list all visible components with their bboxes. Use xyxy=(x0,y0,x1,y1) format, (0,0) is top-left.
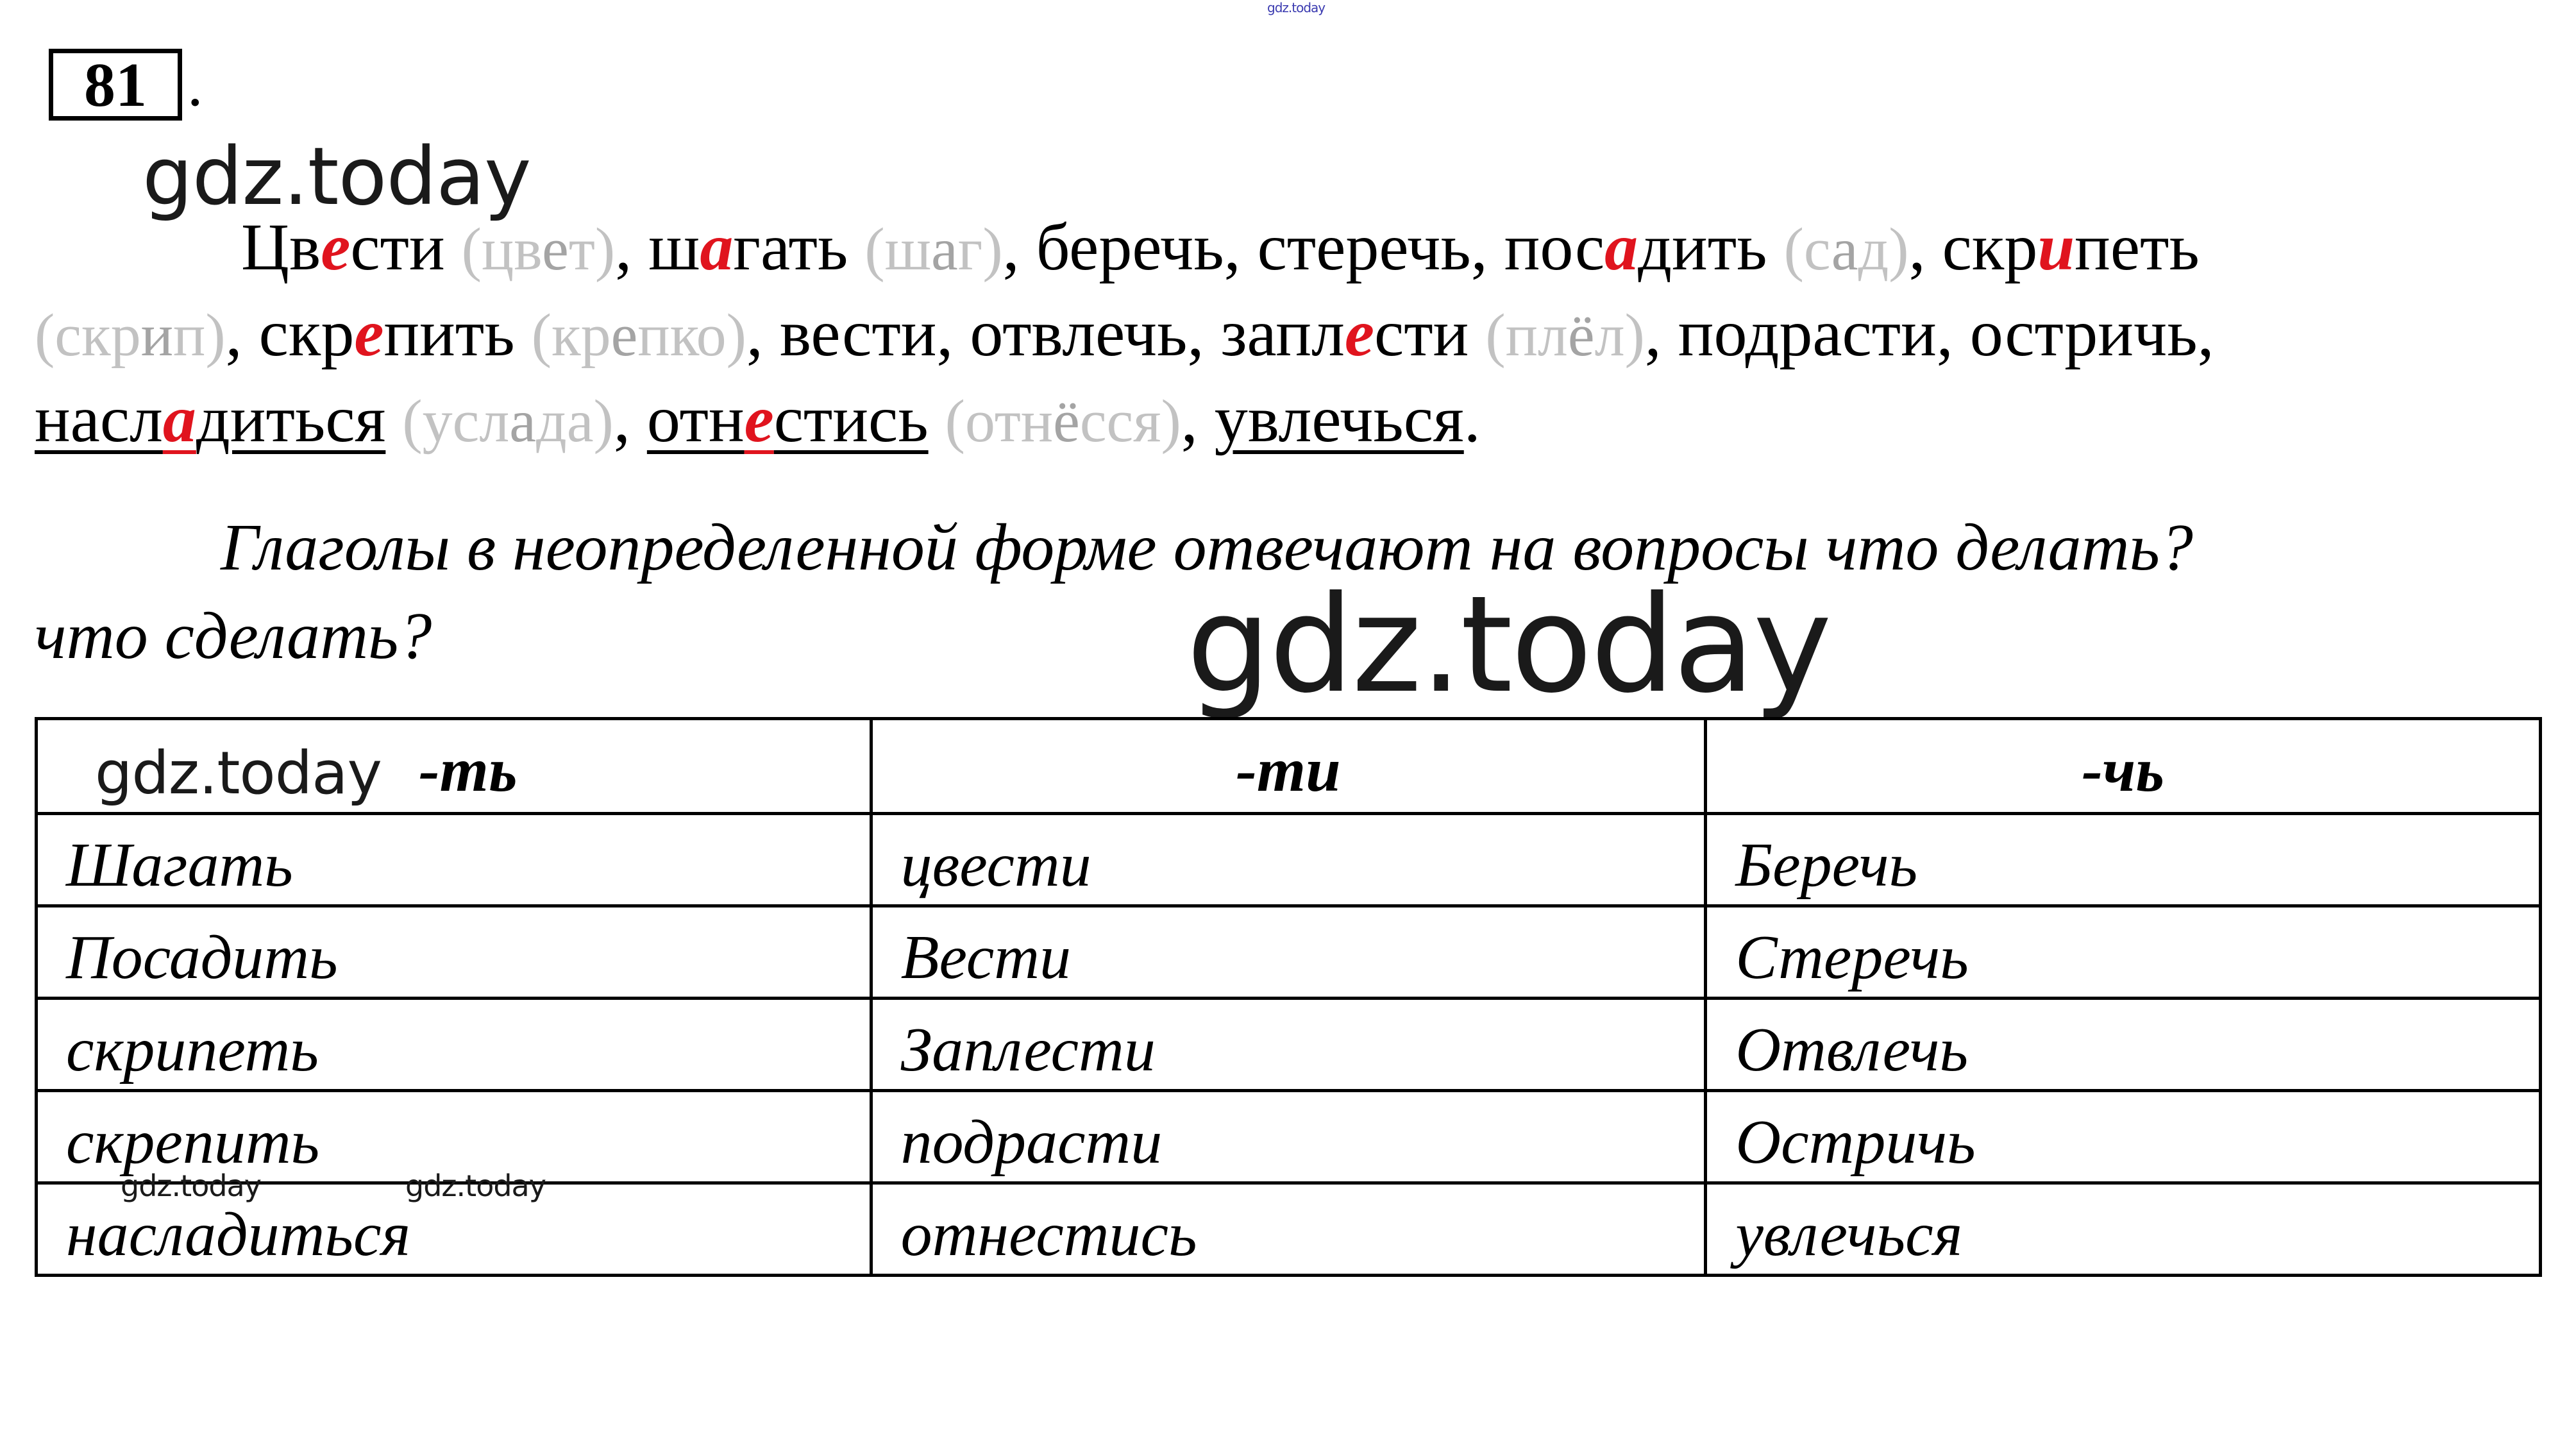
hint-text: (усл xyxy=(402,388,510,455)
hint-text: да) xyxy=(536,388,614,455)
paragraph-text xyxy=(929,382,945,456)
hint-text: (ш xyxy=(864,216,932,283)
paragraph-text: , xyxy=(613,382,647,456)
watermark-top-tiny: gdz.today xyxy=(1267,0,1326,15)
paragraph-text: , беречь, стеречь, пос xyxy=(1002,210,1605,284)
hint-text: г) xyxy=(957,216,1003,283)
hint-text: а xyxy=(931,216,958,283)
hint-text: п) xyxy=(173,302,226,369)
table-cell: скрепить xyxy=(37,1091,871,1183)
hint-text: а xyxy=(509,388,536,455)
hint-text: а xyxy=(1831,216,1858,283)
paragraph-text: , скр xyxy=(225,296,355,370)
highlighted-vowel: и xyxy=(2037,210,2075,284)
table-cell: Остричь xyxy=(1706,1091,2541,1183)
table-cell: Шагать xyxy=(37,814,871,906)
table-row xyxy=(37,999,2541,1091)
paragraph-text: сти xyxy=(1374,296,1486,370)
paragraph-text: , подрасти, остричь, xyxy=(1644,296,2214,370)
table-row xyxy=(37,906,2541,999)
highlighted-vowel: е xyxy=(354,296,384,370)
paragraph-text: гать xyxy=(733,210,865,284)
highlighted-vowel: а xyxy=(700,210,734,284)
hint-text: (цв xyxy=(461,216,543,283)
paragraph-text: , скр xyxy=(1908,210,2038,284)
table-cell: Отвлечь xyxy=(1706,999,2541,1091)
watermark-header: gdz.today xyxy=(142,131,531,223)
table-cell: скрипеть xyxy=(37,999,871,1091)
paragraph-text: Цв xyxy=(241,210,321,284)
rule-line-1: Глаголы в неопределенной форме отвечают на вопросы что делать? xyxy=(221,511,2193,584)
hint-text: пко) xyxy=(637,302,746,369)
underlined-word: насл xyxy=(35,382,163,456)
underlined-word: увлечься xyxy=(1214,382,1464,456)
paragraph-text: сти xyxy=(350,210,462,284)
hint-text: ё xyxy=(1053,388,1080,455)
table-cell: Заплести xyxy=(871,999,1706,1091)
table-header-row xyxy=(37,719,2541,814)
exercise-number: 81 xyxy=(49,49,182,121)
hint-text: (скр xyxy=(35,302,141,369)
table-cell: Беречь xyxy=(1706,814,2541,906)
table-cell: Вести xyxy=(871,906,1706,999)
header-cell-chj: -чь xyxy=(1706,719,2541,814)
hint-text: (с xyxy=(1783,216,1831,283)
hint-text: (пл xyxy=(1485,302,1568,369)
paragraph-text xyxy=(385,382,402,456)
hint-text: сся) xyxy=(1079,388,1181,455)
header-text-tj: -ть xyxy=(419,736,518,806)
paragraph-text: , ш xyxy=(615,210,700,284)
paragraph-line-2 xyxy=(35,296,2214,370)
highlighted-vowel: е xyxy=(321,210,351,284)
watermark-table-small-2: gdz.today xyxy=(405,1169,546,1203)
paragraph-text: , xyxy=(1181,382,1215,456)
watermark-table-small-1: gdz.today xyxy=(121,1169,261,1203)
paragraph-text: . xyxy=(1463,382,1481,456)
paragraph-text: пить xyxy=(383,296,532,370)
hint-text: е xyxy=(610,302,638,369)
hint-text: т) xyxy=(568,216,616,283)
table-cell: подрасти xyxy=(871,1091,1706,1183)
header-cell-ti: -ти xyxy=(871,719,1706,814)
paragraph-text: петь xyxy=(2075,210,2200,284)
highlighted-vowel: а xyxy=(1604,210,1638,284)
exercise-number-dot: . xyxy=(187,50,203,119)
hint-text: ё xyxy=(1567,302,1595,369)
table-cell: насладиться xyxy=(37,1183,871,1276)
hint-text: и xyxy=(140,302,174,369)
underlined-word: отн xyxy=(646,382,745,456)
watermark-center: gdz.today xyxy=(1186,568,1830,723)
watermark-table-header: gdz.today xyxy=(95,739,382,807)
table-cell: Посадить xyxy=(37,906,871,999)
hint-text: (отн xyxy=(945,388,1054,455)
paragraph-text: дить xyxy=(1638,210,1784,284)
paragraph-line-1 xyxy=(241,210,2200,284)
paragraph-line-3 xyxy=(35,382,1481,456)
hint-text: д) xyxy=(1858,216,1909,283)
highlighted-vowel: е xyxy=(744,382,774,456)
table-cell: Стеречь xyxy=(1706,906,2541,999)
table-row xyxy=(37,814,2541,906)
highlighted-vowel: е xyxy=(1344,296,1375,370)
hint-text: (кр xyxy=(531,302,611,369)
hint-text: л) xyxy=(1594,302,1645,369)
underlined-word: стись xyxy=(773,382,929,456)
hint-text: е xyxy=(542,216,569,283)
rule-line-2: что сделать? xyxy=(35,599,432,673)
table-cell: увлечься xyxy=(1706,1183,2541,1276)
table-cell: цвести xyxy=(871,814,1706,906)
underlined-word: диться xyxy=(196,382,386,456)
paragraph-text: , вести, отвлечь, запл xyxy=(746,296,1345,370)
table-cell: отнестись xyxy=(871,1183,1706,1276)
highlighted-vowel: а xyxy=(162,382,196,456)
